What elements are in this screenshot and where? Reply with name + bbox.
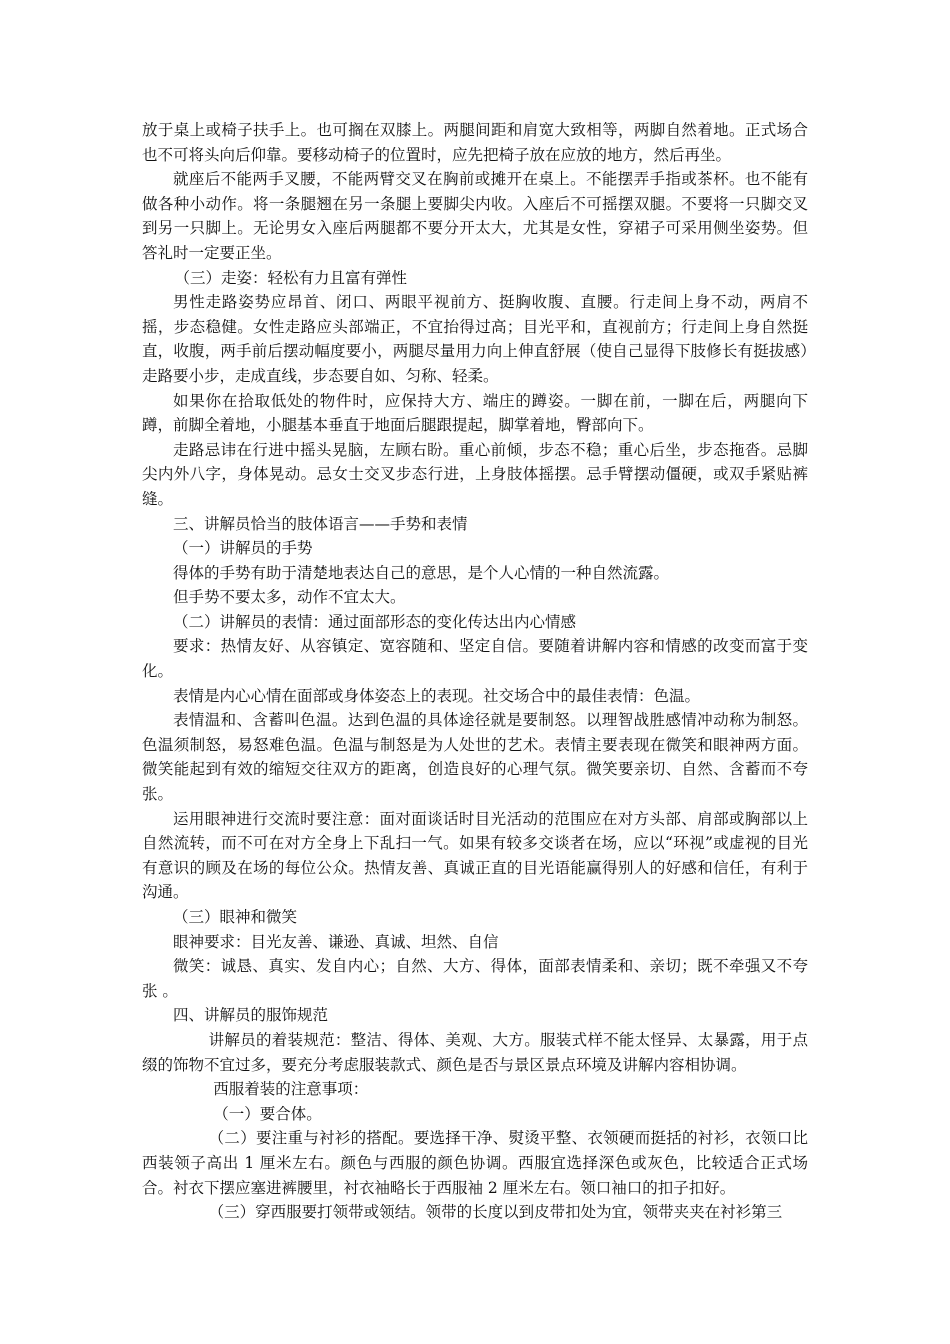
heading-expressions: （二）讲解员的表情：通过面部形态的变化传达出内心情感 [173,612,577,631]
paragraph-eye-requirements: 眼神要求：目光友善、谦逊、真诚、坦然、自信 [173,932,499,951]
item-suit-fit: （一）要合体。 [213,1104,322,1123]
paragraph-gestures-1: 得体的手势有助于清楚地表达自己的意思，是个人心情的一种自然流露。 [173,563,670,582]
item-suit-shirt: （二）要注重与衬衫的搭配。要选择干净、熨烫平整、衣领硬而挺括的衬衫，衣领口比西装领子高出 1 厘米左右。颜色与西服的颜色协调。西服宜选择深色或灰色，比较适合正式场合。衬衣下摆应塞进裤腰里，衬衣袖略长于西服袖 2 厘米左右。领口袖口的扣子扣好。 [142,1129,808,1197]
heading-walking-posture: （三）走姿：轻松有力且富有弹性 [174,268,408,287]
paragraph-dress-standards: 讲解员的着装规范：整洁、得体、美观、大方。服装式样不能太怪异、太暴露，用于点缀的饰物不宜过多，要充分考虑服装款式、颜色是否与景区景点环境及讲解内容相协调。 [142,1030,808,1074]
heading-gestures: （一）讲解员的手势 [173,539,313,558]
paragraph-expression-definition: 表情是内心心情在面部或身体姿态上的表现。社交场合中的最佳表情：色温。 [173,686,701,705]
paragraph-walking-style: 男性走路姿势应昂首、闭口、两眼平视前方、挺胸收腹、直腰。行走间上身不动，两肩不摇，步态稳健。女性走路应头部端正，不宜抬得过高；目光平和，直视前方；行走间上身自然挺直，收腹，两手前后摆动幅度要小，两腿尽量用力向上伸直舒展（使自己显得下肢修长有挺拔感）走路要小步，走成直线，步态要自如、匀称、轻柔。 [142,293,808,385]
heading-eyes-smile: （三）眼神和微笑 [173,908,298,926]
paragraph-eye-contact: 运用眼神进行交流时要注意：面对面谈话时目光活动的范围应在对方头部、肩部或胸部以上自然流转，而不可在对方全身上下乱扫一气。如果有较多交谈者在场，应以“环视”或虚视的目光有意识的顾及在场的每位公众。热情友善、真诚正直的目光语能赢得别人的好感和信任，有利于沟通。 [142,809,808,902]
item-suit-tie: （三）穿西服要打领带或领结。领带的长度以到皮带扣处为宜，领带夹夹在衬衫第三 [208,1203,783,1222]
heading-suit-notes: 西服着装的注意事项： [213,1080,369,1099]
paragraph-smile: 微笑：诚恳、真实、发自内心；自然、大方、得体，面部表情柔和、亲切；既不牵强又不夸张 。 [142,957,808,1000]
heading-dress-code: 四、讲解员的服饰规范 [173,1006,329,1025]
paragraph-expression-requirements: 要求：热情友好、从容镇定、宽容随和、坚定自信。要随着讲解内容和情感的改变而富于变化。 [142,637,808,681]
heading-body-language: 三、讲解员恰当的肢体语言——手势和表情 [173,514,468,533]
paragraph-walking-taboos: 走路忌讳在行进中摇头晃脑，左顾右盼。重心前倾，步态不稳；重心后坐，步态拖沓。忌脚尖内外八字，身体晃动。忌女士交叉步态行进，上身肢体摇摆。忌手臂摆动僵硬，或双手紧贴裤缝。 [142,440,808,508]
paragraph-sitting-posture-end: 放于桌上或椅子扶手上。也可搁在双膝上。两腿间距和肩宽大致相等，两脚自然着地。正式场合也不可将头向后仰靠。要移动椅子的位置时，应先把椅子放在应放的地方，然后再坐。 [142,121,808,164]
paragraph-gestures-2: 但手势不要太多，动作不宜太大。 [173,588,406,607]
paragraph-squatting: 如果你在拾取低处的物件时，应保持大方、端庄的蹲姿。一脚在前，一脚在后，两腿向下蹲，前脚全着地，小腿基本垂直于地面后腿跟提起，脚掌着地，臀部向下。 [142,391,808,435]
document-page [142,118,808,1225]
paragraph-seated-rules: 就座后不能两手叉腰，不能两臂交叉在胸前或摊开在桌上。不能摆弄手指或茶杯。也不能有做各种小动作。将一条腿翘在另一条腿上要脚尖内收。入座后不可摇摆双腿。不要将一只脚交叉到另一只脚上。无论男女入座后两腿都不要分开太大，尤其是女性，穿裙子可采用侧坐姿势。但答礼时一定要正坐。 [142,170,808,262]
paragraph-color-warmth: 表情温和、含蓄叫色温。达到色温的具体途径就是要制怒。以理智战胜感情冲动称为制怒。色温须制怒，易怒难色温。色温与制怒是为人处世的艺术。表情主要表现在微笑和眼神两方面。微笑能起到有效的缩短交往双方的距离，创造良好的心理气氛。微笑要亲切、自然、含蓄而不夸张。 [142,711,808,804]
